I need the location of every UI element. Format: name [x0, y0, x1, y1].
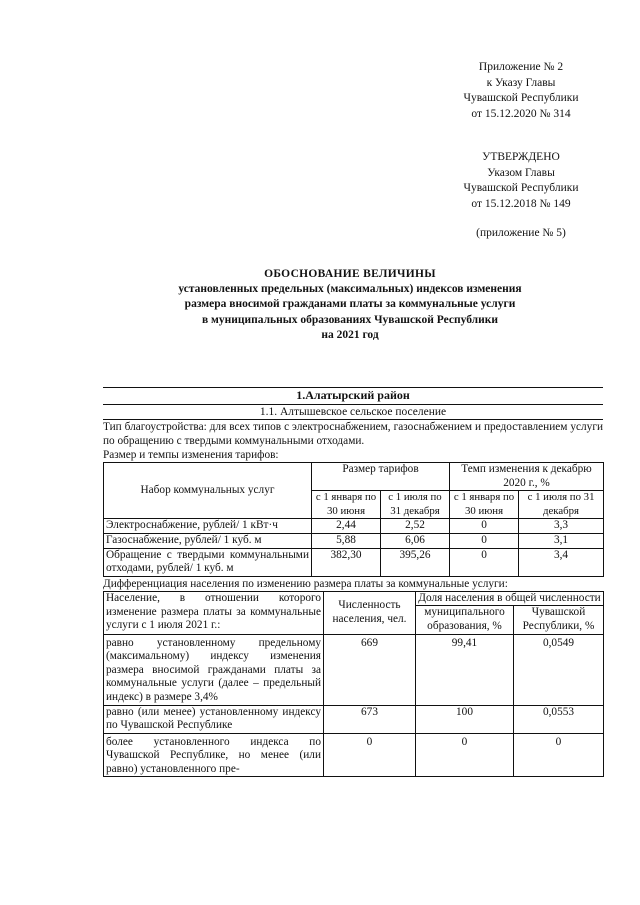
approved-line: от 15.12.2018 № 149 — [471, 197, 571, 210]
table-header-row — [104, 463, 604, 491]
tariff-value: 6,06 — [381, 533, 450, 548]
title-line: размера вносимой гражданами платы за коммунальные услуги — [184, 298, 516, 311]
municipal-share: 100 — [416, 705, 514, 733]
republic-share: 0 — [514, 733, 604, 777]
amenity-type-text: Тип благоустройства: для всех типов с электроснабжением, газоснабжением и предоставлением услуги по обращению с твердыми коммунальными отходами. — [103, 421, 603, 447]
header-period: с 1 июля по 31 декабря — [381, 491, 450, 519]
rate-value: 0 — [450, 548, 519, 576]
title-line: в муниципальных образованиях Чувашской Республики — [201, 313, 499, 326]
appendix-header — [436, 60, 606, 122]
header-period: с 1 января по 30 июня — [312, 491, 381, 519]
tariff-value: 5,88 — [312, 533, 381, 548]
header-change-rate: Темп изменения к декабрю 2020 г., % — [450, 463, 604, 491]
rate-value: 0 — [450, 519, 519, 534]
table-row — [104, 733, 604, 777]
tariff-value: 395,26 — [381, 548, 450, 576]
service-name: Газоснабжение, рублей/ 1 куб. м — [104, 533, 312, 548]
population-count: 0 — [324, 733, 416, 777]
rate-value: 3,3 — [519, 519, 604, 534]
republic-share: 0,0553 — [514, 705, 604, 733]
population-group: равно (или менее) установленному индексу по Чувашской Республике — [104, 705, 324, 733]
district-section — [103, 387, 603, 777]
population-table — [103, 591, 604, 778]
header-period: с 1 января по 30 июня — [450, 491, 519, 519]
population-count: 669 — [324, 634, 416, 705]
table-row — [104, 533, 604, 548]
differentiation-caption: Дифференциация населения по изменению размера платы за коммунальные услуги: — [103, 577, 508, 590]
approved-line: Указом Главы — [487, 166, 555, 179]
population-count: 673 — [324, 705, 416, 733]
tariff-value: 2,52 — [381, 519, 450, 534]
header-period: с 1 июля по 31 декабря — [519, 491, 604, 519]
header-municipal-share: муниципального образования, % — [416, 606, 514, 634]
table-row — [104, 705, 604, 733]
population-group: равно установленному предельному (максимальному) индексу изменения размера вносимой гражданами платы за коммунальные услуги (далее – предельный индекс) в размере 3,4% — [104, 634, 324, 705]
section-title: 1.Алатырский район — [296, 388, 410, 402]
service-name: Обращение с твердыми коммунальными отходами, рублей/ 1 куб. м — [104, 548, 312, 576]
approval-stamp — [436, 150, 606, 212]
service-name: Электроснабжение, рублей/ 1 кВт·ч — [104, 519, 312, 534]
title-line: на 2021 год — [321, 328, 379, 341]
tariff-value: 2,44 — [312, 519, 381, 534]
header-population-group: Население, в отношении которого изменение размера платы за коммунальные услуги с 1 июля 2021 г.: — [104, 591, 324, 634]
table-row — [104, 634, 604, 705]
appendix-line: Приложение № 2 — [478, 61, 564, 73]
appendix-line: Чувашской Республики — [463, 92, 579, 104]
rate-value: 0 — [450, 533, 519, 548]
table-row — [104, 519, 604, 534]
header-services: Набор коммунальных услуг — [104, 463, 312, 519]
header-tariff-size: Размер тарифов — [312, 463, 450, 491]
title-line: установленных предельных (максимальных) индексов изменения — [178, 283, 522, 296]
republic-share: 0,0549 — [514, 634, 604, 705]
tariff-table — [103, 462, 604, 577]
header-population-share: Доля населения в общей численности — [416, 591, 604, 606]
title-line: ОБОСНОВАНИЕ ВЕЛИЧИНЫ — [264, 268, 436, 280]
table-header-row — [104, 591, 604, 606]
rate-value: 3,4 — [519, 548, 604, 576]
rates-caption: Размер и темпы изменения тарифов: — [103, 449, 279, 461]
table-row — [104, 548, 604, 576]
municipal-share: 99,41 — [416, 634, 514, 705]
section-subtitle: 1.1. Алтышевское сельское поселение — [103, 404, 603, 420]
appendix-line: к Указу Главы — [486, 76, 556, 89]
rate-value: 3,1 — [519, 533, 604, 548]
approved-line: Чувашской Республики — [463, 182, 579, 194]
appendix-line: от 15.12.2020 № 314 — [471, 107, 571, 120]
header-republic-share: Чувашской Республики, % — [514, 606, 604, 634]
tariff-value: 382,30 — [312, 548, 381, 576]
municipal-share: 0 — [416, 733, 514, 777]
document-title — [90, 267, 610, 343]
population-group: более установленного индекса по Чувашской Республике, но менее (или равно) установленного пре- — [104, 733, 324, 777]
header-population-count: Численность населения, чел. — [324, 591, 416, 634]
approved-line: УТВЕРЖДЕНО — [482, 151, 560, 163]
appendix-note: (приложение № 5) — [476, 227, 566, 239]
